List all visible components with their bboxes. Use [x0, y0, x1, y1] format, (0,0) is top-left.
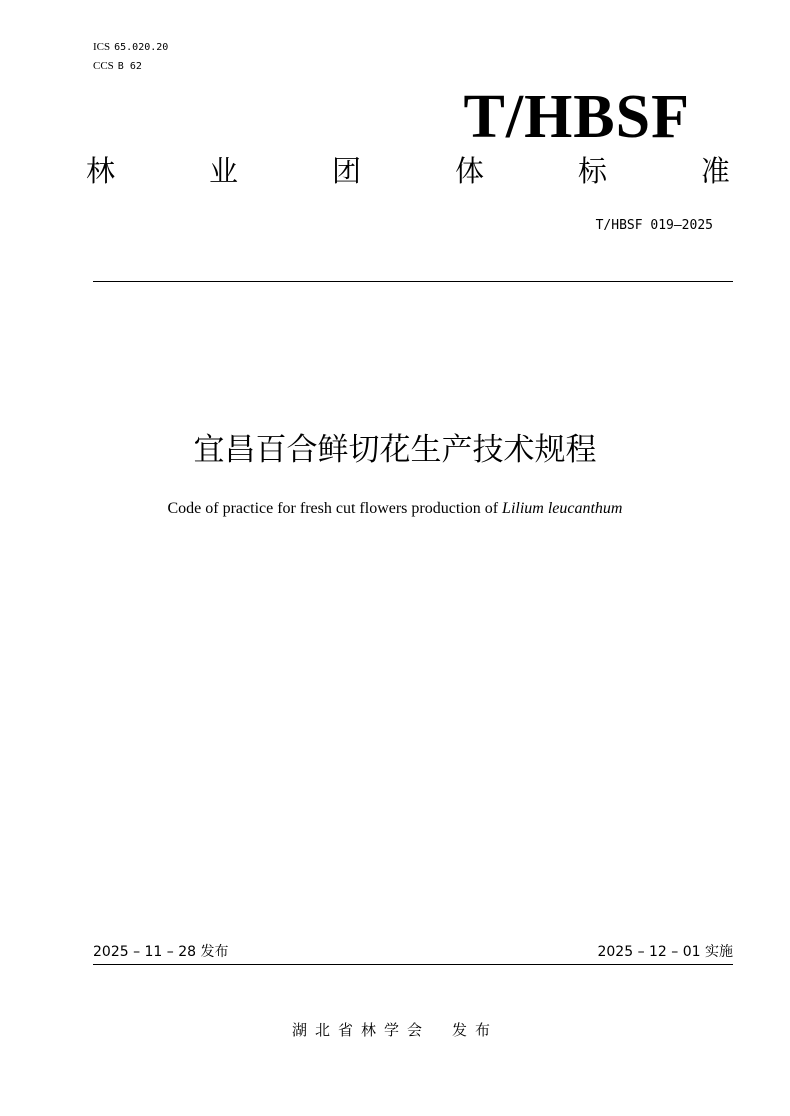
ics-line — [93, 40, 168, 55]
standard-type — [86, 152, 730, 190]
header-divider — [93, 281, 733, 282]
issue-date: 2025 – 11 – 28 发布 — [93, 944, 229, 960]
standard-type-char: 林 — [86, 154, 116, 188]
date-divider — [93, 964, 733, 965]
standard-type-char: 标 — [577, 154, 607, 188]
publisher-line — [0, 1019, 790, 1041]
standard-type-char: 团 — [331, 154, 361, 188]
ccs-line — [93, 59, 142, 74]
ccs-value: B 62 — [117, 61, 142, 72]
publisher-name: 湖北省林学会 — [291, 1021, 430, 1039]
ics-value: 65.020.20 — [114, 42, 169, 53]
title-english — [0, 498, 790, 520]
implementation-date: 2025 – 12 – 01 实施 — [597, 944, 733, 960]
title-chinese: 宜昌百合鲜切花生产技术规程 — [193, 432, 597, 468]
publish-action: 发布 — [452, 1021, 499, 1039]
standard-type-char: 业 — [208, 154, 238, 188]
title-english-text: Code of practice for fresh cut flowers production of — [167, 500, 503, 517]
ics-label: ICS — [93, 41, 111, 53]
standard-code: T/HBSF — [463, 83, 690, 151]
standard-type-char: 准 — [700, 154, 730, 188]
standard-number: T/HBSF 019—2025 — [595, 218, 713, 233]
species-name: Lilium leucanthum — [502, 500, 623, 517]
standard-type-char: 体 — [454, 154, 484, 188]
ccs-label: CCS — [93, 60, 114, 72]
